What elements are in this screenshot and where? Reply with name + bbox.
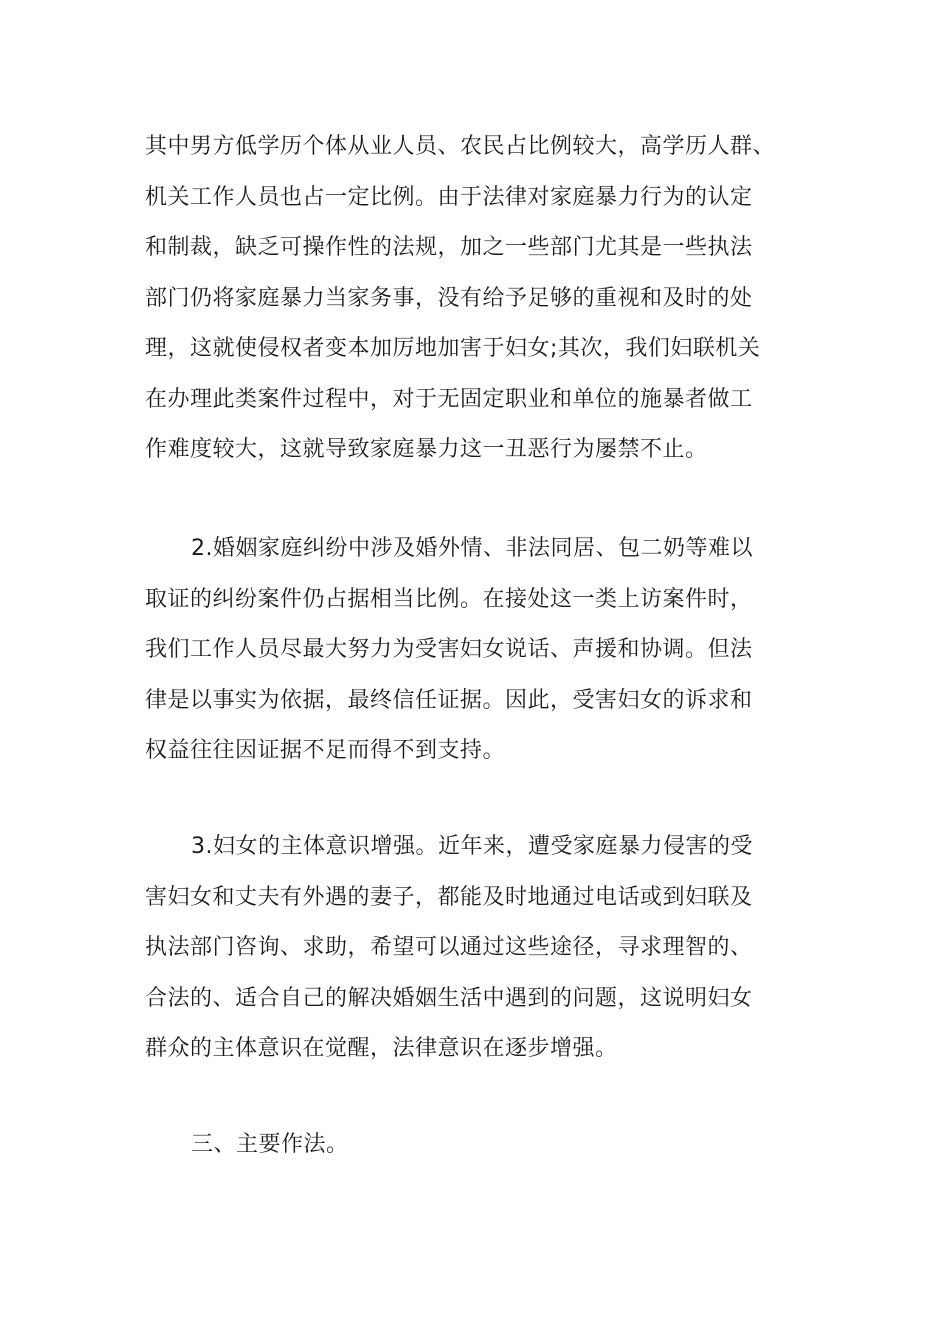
text-line: 作难度较大，这就导致家庭暴力这一丑恶行为屡禁不止。	[145, 437, 708, 462]
paragraph-item-2	[145, 524, 753, 777]
text-line: 我们工作人员尽最大努力为受害妇女说话、声援和协调。但法	[145, 637, 753, 662]
text-line: 机关工作人员也占一定比例。由于法律对家庭暴力行为的认定	[145, 184, 753, 210]
text-line: 和制裁，缺乏可操作性的法规，加之一些部门尤其是一些执法	[145, 235, 753, 260]
paragraph-domestic-violence	[145, 122, 775, 476]
text-line: 害妇女和丈夫有外遇的妻子，都能及时地通过电话或到妇联及	[145, 884, 753, 910]
text-line: 群众的主体意识在觉醒，法律意识在逐步增强。	[145, 1036, 618, 1061]
text-line: 部门仍将家庭暴力当家务事，没有给予足够的重视和及时的处	[145, 285, 753, 311]
text-line: 理，这就使侵权者变本加厉地加害于妇女;其次，我们妇联机关	[145, 336, 761, 361]
text-line: 执法部门咨询、求助，希望可以通过这些途径，寻求理智的、	[145, 935, 753, 960]
text-line: 3.妇女的主体意识增强。近年来，遭受家庭暴力侵害的受	[191, 834, 753, 859]
text-line: 2.婚姻家庭纠纷中涉及婚外情、非法同居、包二奶等难以	[191, 536, 753, 561]
text-line: 合法的、适合自己的解决婚姻生活中遇到的问题，这说明妇女	[145, 985, 753, 1011]
text-line: 其中男方低学历个体从业人员、农民占比例较大，高学历人群、	[145, 134, 776, 159]
heading-line: 三、主要作法。	[191, 1132, 349, 1157]
section-heading-main-practices	[145, 1120, 349, 1171]
text-line: 律是以事实为依据，最终信任证据。因此，受害妇女的诉求和	[145, 687, 753, 713]
text-line: 权益往往因证据不足而得不到支持。	[145, 738, 506, 763]
text-line: 在办理此类案件过程中，对于无固定职业和单位的施暴者做工	[145, 386, 753, 412]
text-line: 取证的纠纷案件仍占据相当比例。在接处这一类上访案件时，	[145, 586, 753, 612]
paragraph-item-3	[145, 822, 753, 1075]
